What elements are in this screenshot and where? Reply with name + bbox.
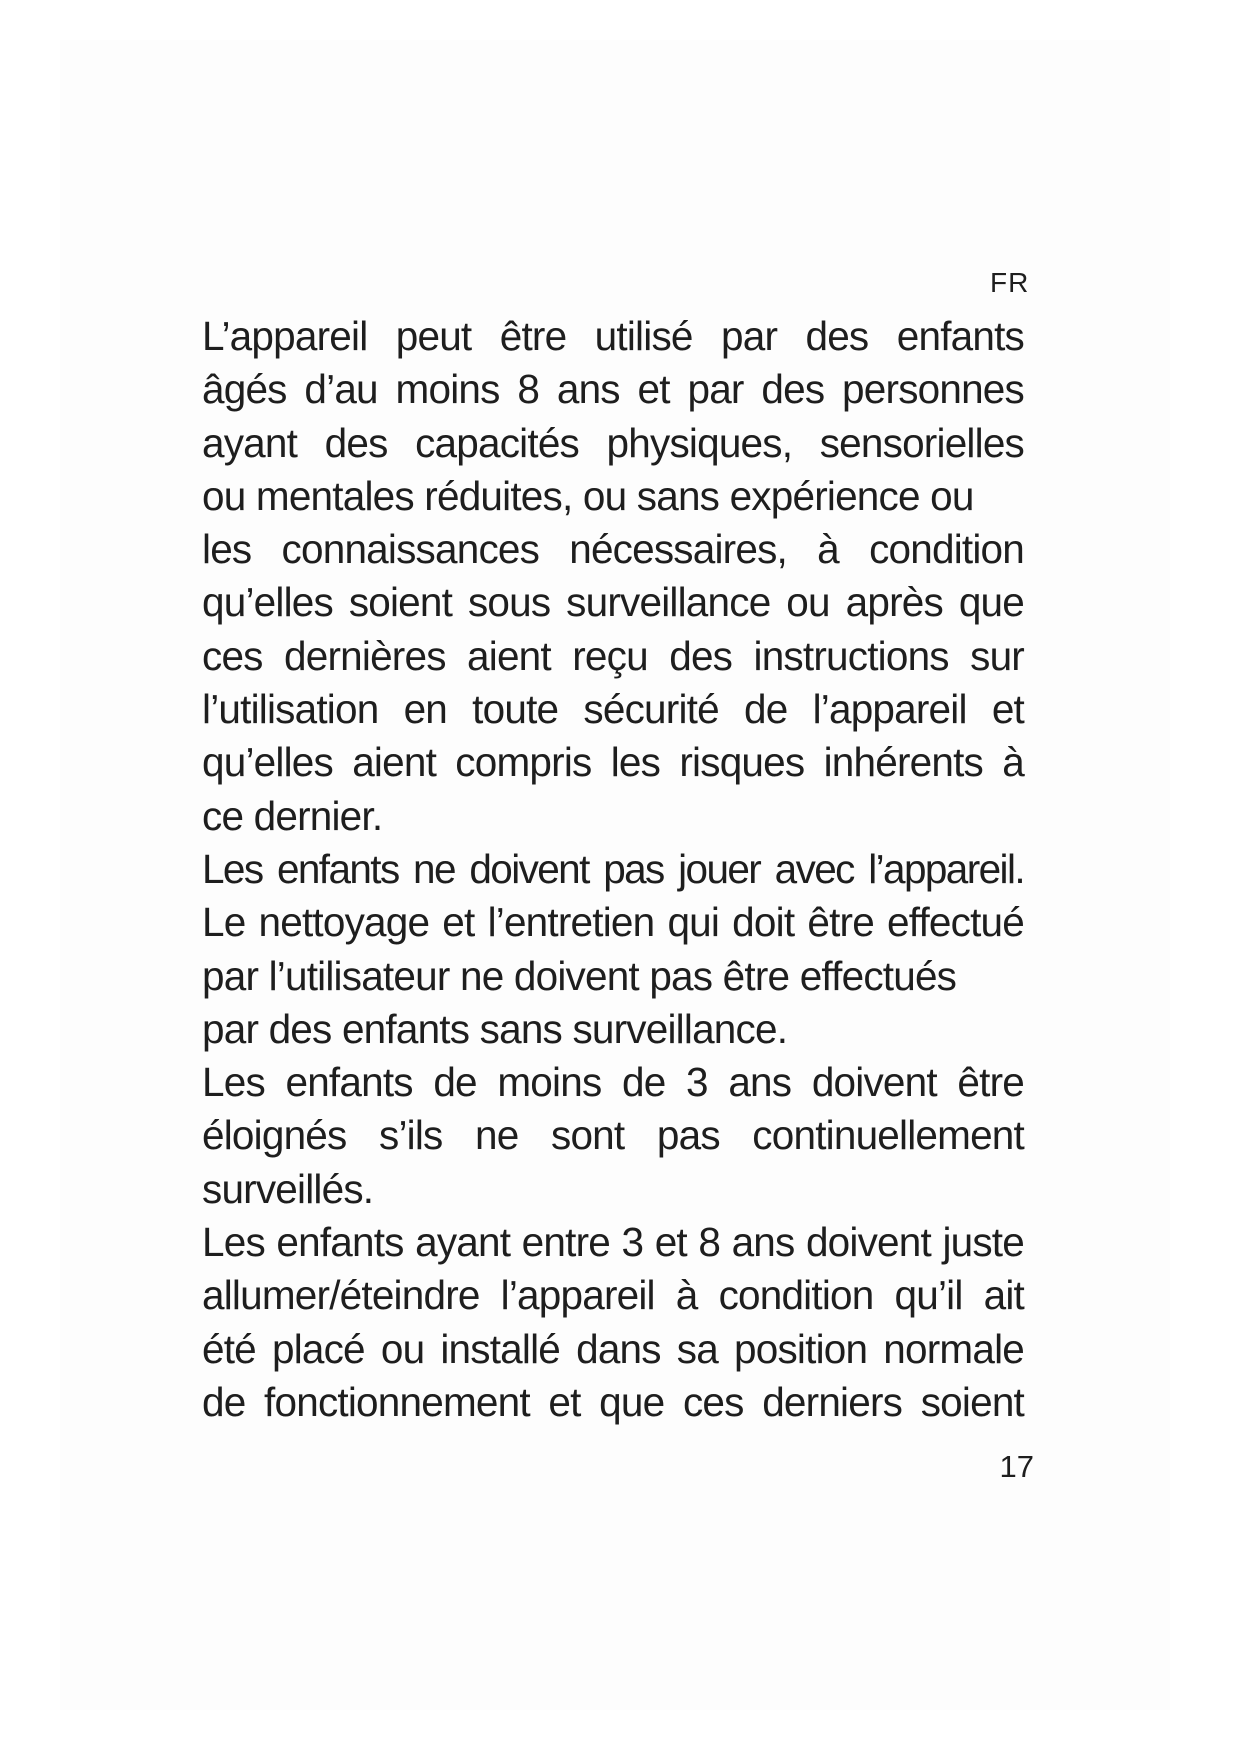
text-line: par des enfants sans surveillance. [202, 1005, 788, 1052]
text-line: ou mentales réduites, ou sans expérience ou [202, 472, 974, 519]
text-line: Les enfants de moins de 3 ans doivent être [202, 1059, 1024, 1106]
text-line: Les enfants ayant entre 3 et 8 ans doivent juste [202, 1219, 1024, 1266]
text-line: ce dernier. [202, 792, 383, 839]
paragraph-under-three [202, 1056, 1024, 1216]
text-line: par l’utilisateur ne doivent pas être effectués [202, 952, 957, 999]
language-tag: FR [990, 267, 1030, 298]
paragraph-no-play [202, 843, 1024, 896]
paragraph-cleaning [202, 896, 1024, 1056]
text-line: surveillés. [202, 1165, 374, 1212]
text-line: éloignés s’ils ne sont pas continuellement [202, 1112, 1024, 1159]
text-line: ces dernières aient reçu des instructions sur [202, 632, 1024, 679]
text-line: Les enfants ne doivent pas jouer avec l’appareil. [202, 845, 1024, 892]
safety-instructions [202, 310, 1024, 1429]
text-line: été placé ou installé dans sa position normale [202, 1325, 1024, 1372]
text-line: l’utilisation en toute sécurité de l’appareil et [202, 686, 1024, 733]
text-line: ayant des capacités physiques, sensorielles [202, 419, 1024, 466]
text-line: Le nettoyage et l’entretien qui doit être effectué [202, 899, 1024, 946]
page-number: 17 [999, 1449, 1034, 1484]
text-line: qu’elles aient compris les risques inhérents à [202, 739, 1024, 786]
text-line: L’appareil peut être utilisé par des enfants [202, 313, 1024, 359]
text-line: les connaissances nécessaires, à condition [202, 526, 1024, 573]
text-line: allumer/éteindre l’appareil à condition qu’il ait [202, 1272, 1024, 1319]
text-line: âgés d’au moins 8 ans et par des personnes [202, 366, 1024, 413]
text-line: qu’elles soient sous surveillance ou après que [202, 579, 1024, 626]
paragraph-supervision [202, 310, 1024, 843]
paragraph-three-to-eight [202, 1216, 1024, 1429]
text-line: de fonctionnement et que ces derniers soient [202, 1378, 1024, 1425]
